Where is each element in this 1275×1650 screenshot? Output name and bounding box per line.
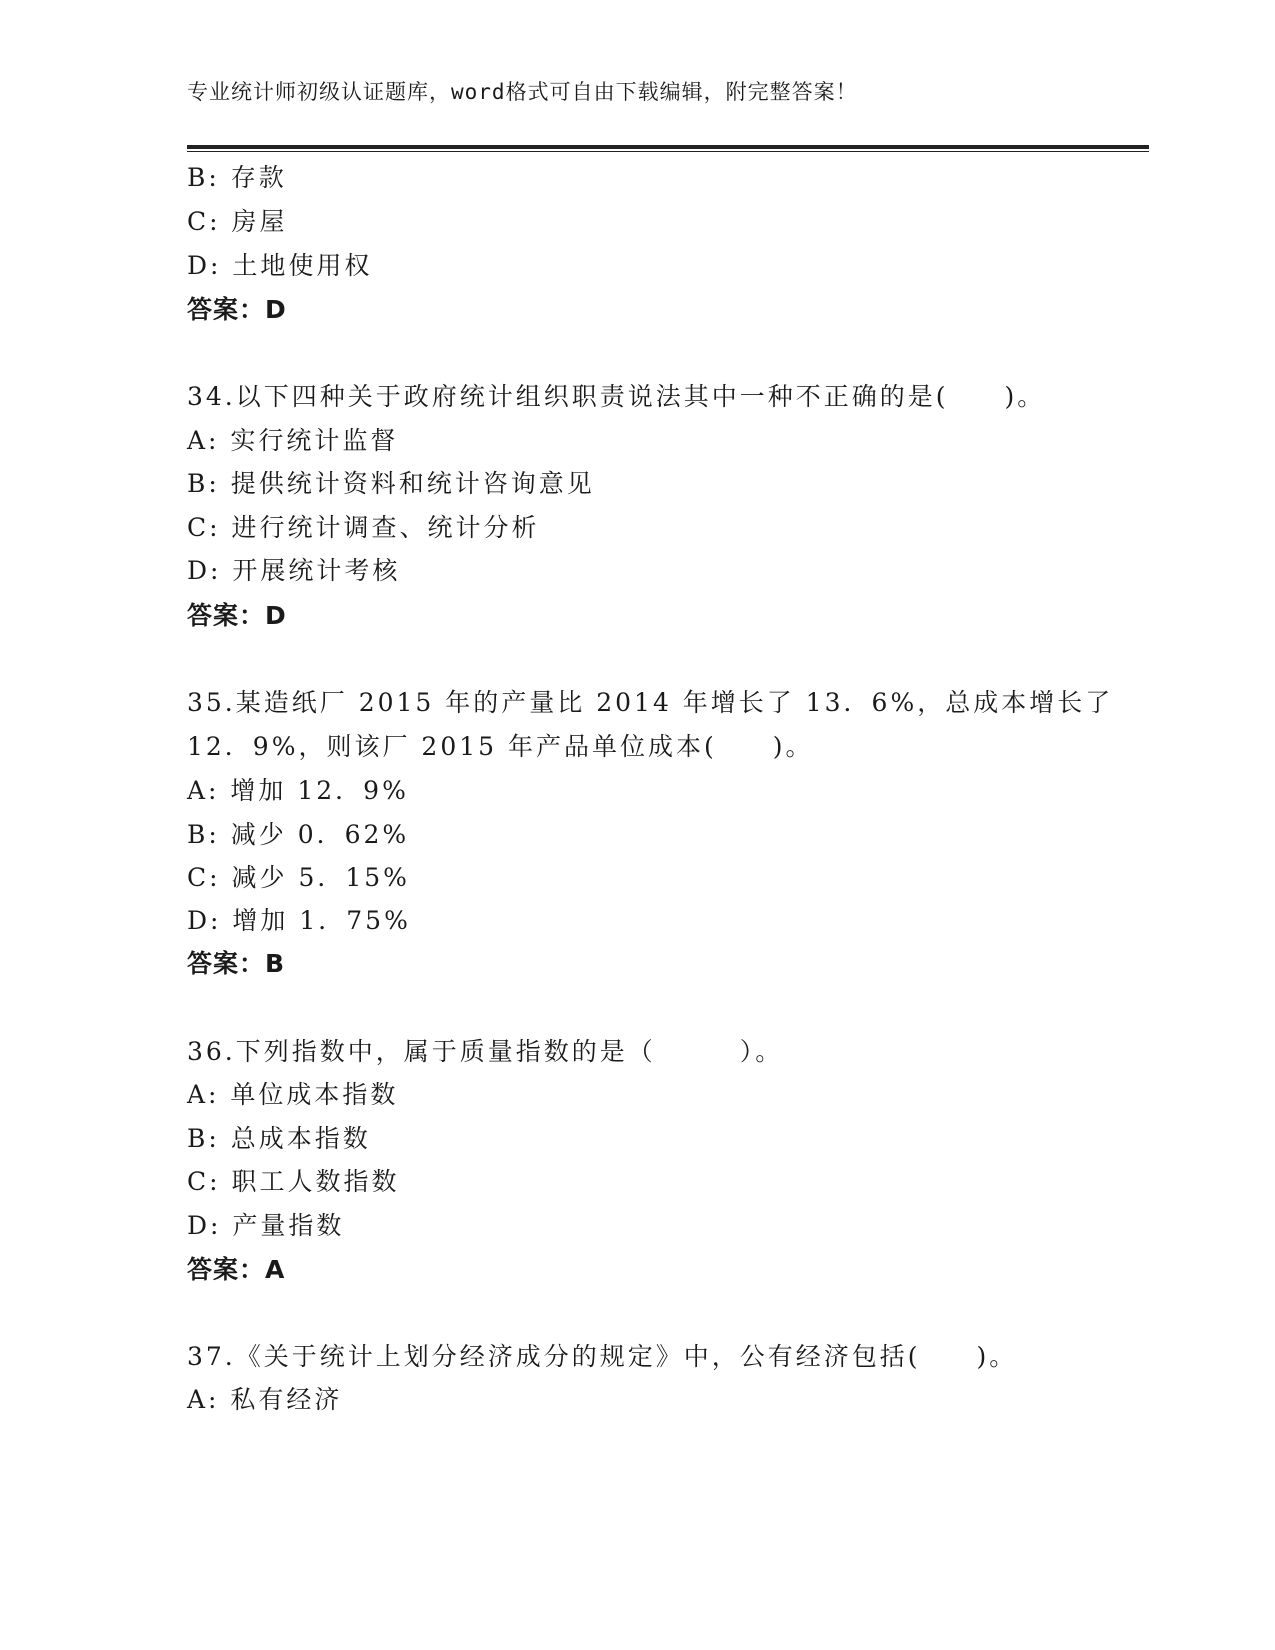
q34-option-c: C: 进行统计调查、统计分析: [187, 513, 540, 542]
q36-answer: 答案：A: [187, 1255, 286, 1284]
page-header-text: 专业统计师初级认证题库，word格式可自由下载编辑，附完整答案！: [187, 80, 858, 104]
q35-option-b: B: 减少 0．62%: [187, 820, 410, 849]
q33-option-c: C: 房屋: [187, 207, 288, 236]
q33-answer: 答案：D: [187, 295, 287, 324]
q36-option-c: C: 职工人数指数: [187, 1167, 400, 1196]
q34-option-d: D: 开展统计考核: [187, 556, 401, 585]
q36-option-d: D: 产量指数: [187, 1211, 345, 1240]
q34-answer: 答案：D: [187, 601, 287, 630]
q35-option-c: C: 减少 5．15%: [187, 863, 410, 892]
q35-answer: 答案：B: [187, 949, 286, 978]
header-rule-thin: [187, 151, 1149, 152]
q37-question: 37.《关于统计上划分经济成分的规定》中，公有经济包括( )。: [187, 1342, 1018, 1371]
q35-option-a: A: 增加 12．9%: [187, 776, 409, 805]
q37-option-a: A: 私有经济: [187, 1385, 343, 1414]
q36-option-b: B: 总成本指数: [187, 1124, 371, 1153]
header-rule-thick: [187, 145, 1149, 149]
q34-question: 34.以下四种关于政府统计组织职责说法其中一种不正确的是( )。: [187, 382, 1046, 411]
q34-option-a: A: 实行统计监督: [187, 426, 399, 455]
q33-option-d: D: 土地使用权: [187, 251, 373, 280]
q35-question-line2: 12．9%，则该厂 2015 年产品单位成本( )。: [187, 732, 814, 761]
q33-option-b: B: 存款: [187, 163, 287, 192]
q35-option-d: D: 增加 1．75%: [187, 906, 411, 935]
q35-question-line1: 35.某造纸厂 2015 年的产量比 2014 年增长了 13．6%，总成本增长了: [187, 688, 1114, 717]
q34-option-b: B: 提供统计资料和统计咨询意见: [187, 469, 595, 498]
q36-question: 36.下列指数中，属于质量指数的是（ ）。: [187, 1037, 784, 1066]
q36-option-a: A: 单位成本指数: [187, 1080, 399, 1109]
